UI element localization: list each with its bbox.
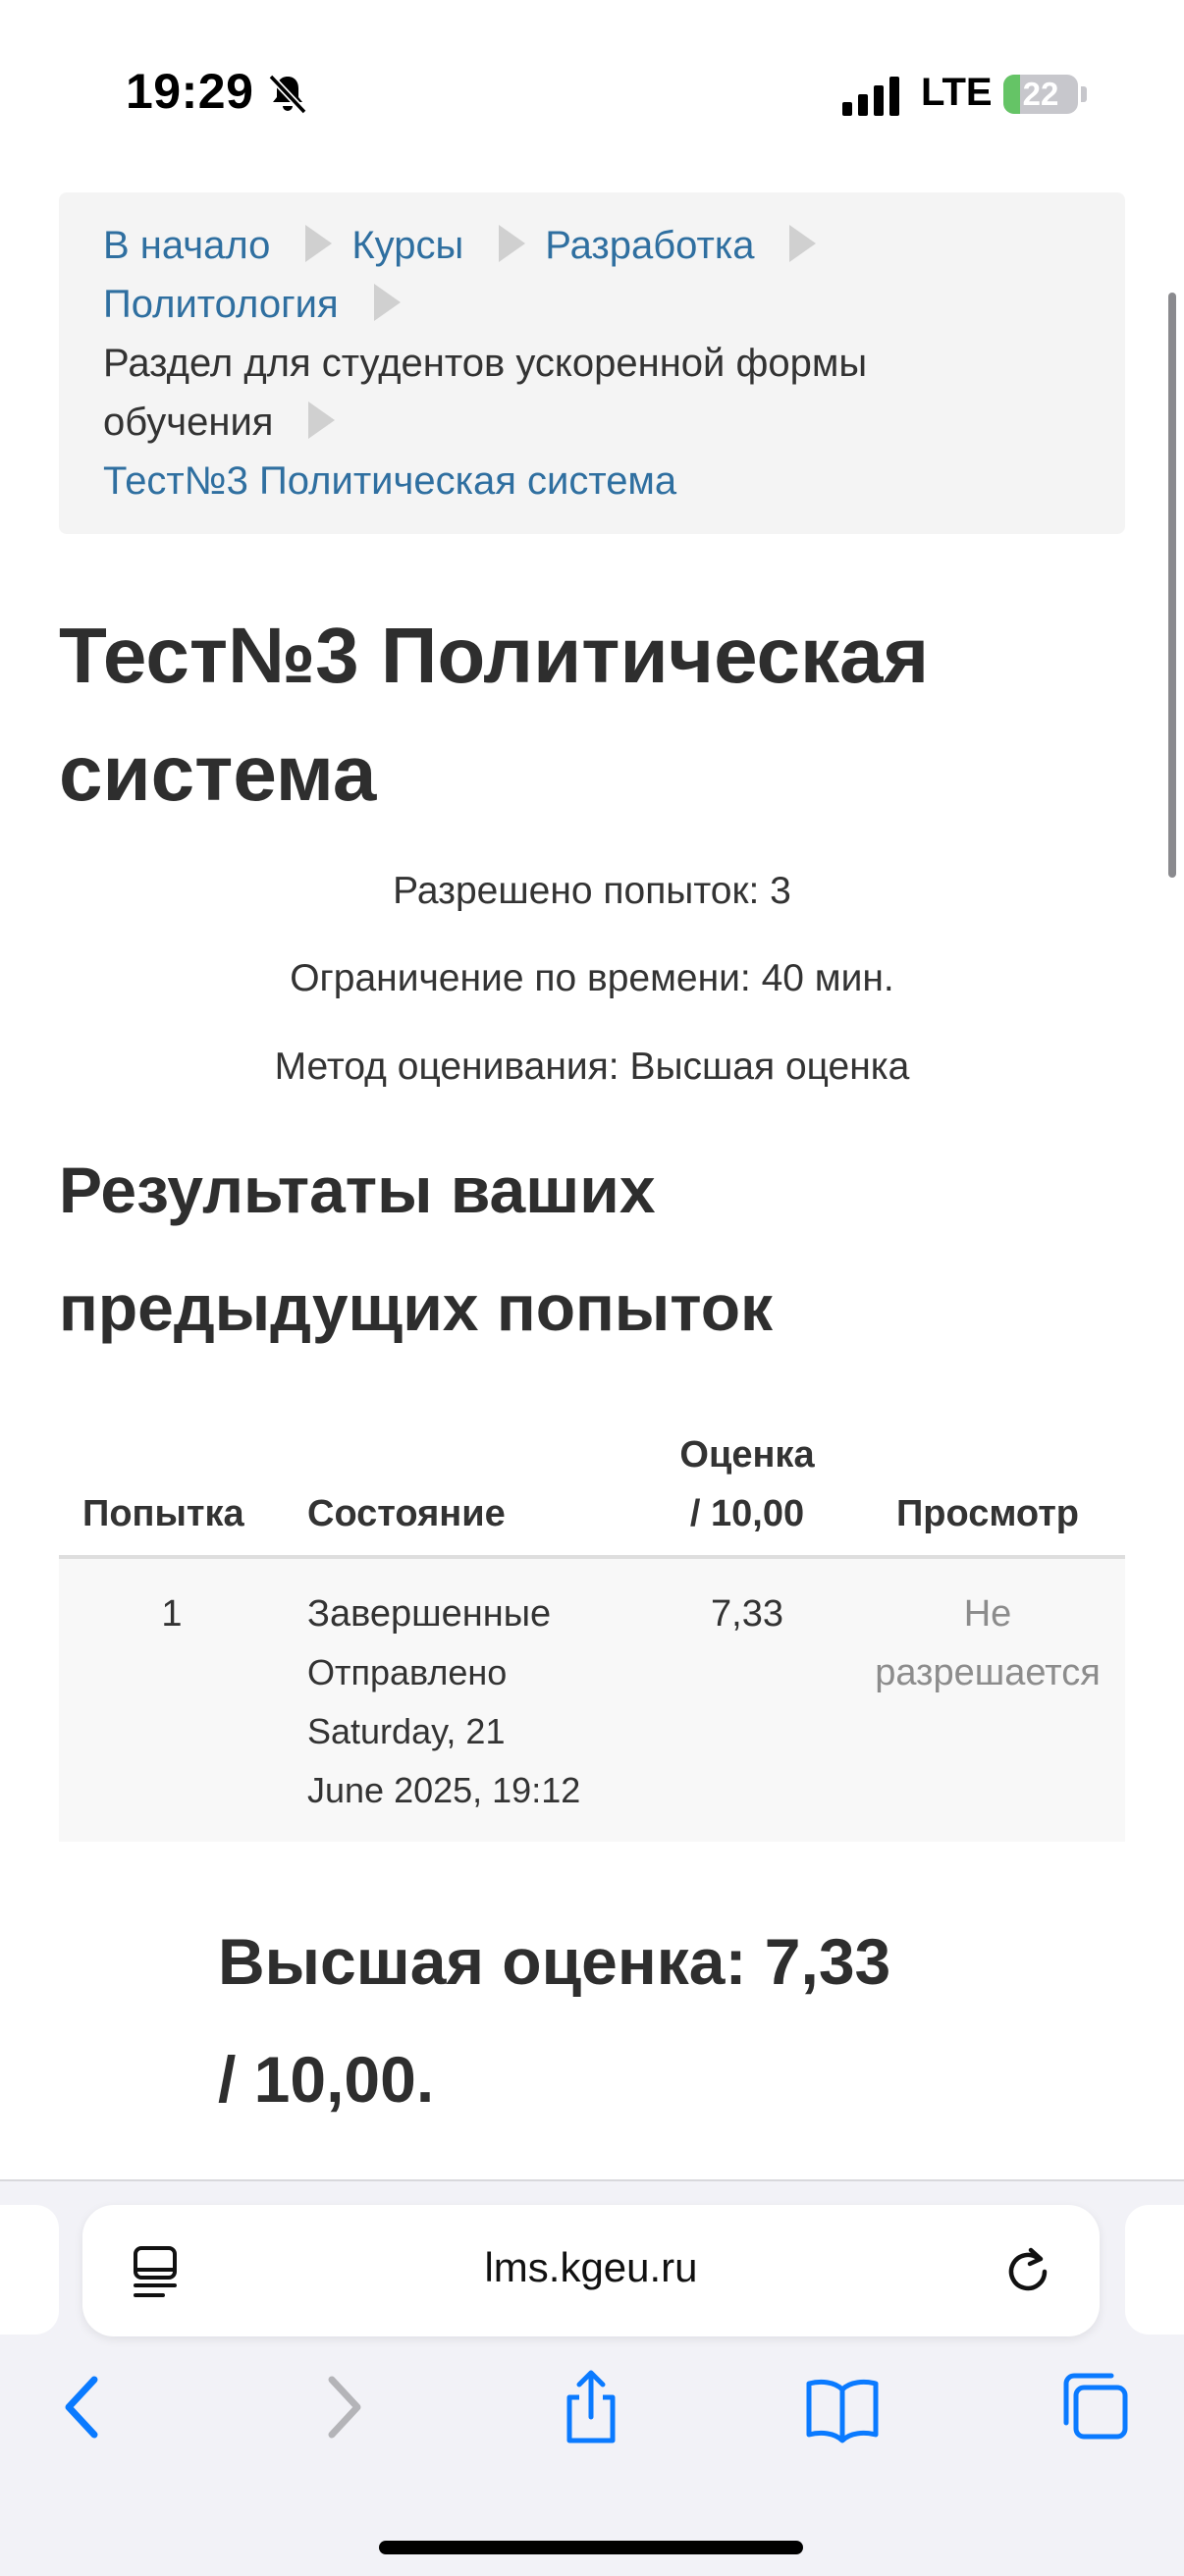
column-header-state: Состояние [307,1493,506,1534]
grading-method: Метод оценивания: Высшая оценка [274,1046,910,1088]
address-bar[interactable] [82,2205,1100,2336]
breadcrumb-current-quiz[interactable]: Тест№3 Политическая система [103,459,677,503]
bell-slash-icon [265,71,310,116]
breadcrumb-row [103,275,420,334]
attempts-allowed: Разрешено попыток: 3 [393,870,791,912]
page-title [59,597,1119,832]
results-heading [59,1131,1119,1367]
bookmarks-icon[interactable] [803,2368,882,2446]
breadcrumb-row [103,334,867,393]
breadcrumb-row [103,393,354,452]
battery-tip [1081,86,1087,102]
attempts-table [59,1414,1125,1842]
share-icon[interactable] [552,2368,630,2446]
column-header-grade-max: / 10,00 [689,1493,805,1534]
breadcrumb-courses[interactable]: Курсы [351,224,464,267]
signal-icon [842,77,901,116]
best-grade-line1: Высшая оценка: 7,33 [218,1925,891,1998]
back-icon[interactable] [45,2368,124,2446]
tabs-icon[interactable] [1056,2368,1135,2446]
cell-submitted-time: June 2025, 19:12 [307,1770,581,1810]
reload-icon[interactable] [999,2242,1056,2299]
breadcrumb-section: Раздел для студентов ускоренной формы [103,342,868,385]
breadcrumb-political-science[interactable]: Политология [103,283,339,326]
url-text[interactable]: lms.kgeu.ru [484,2244,698,2290]
breadcrumb-separator-icon [305,225,332,262]
time-limit: Ограничение по времени: 40 мин. [290,957,894,999]
cell-attempt-number: 1 [161,1593,183,1635]
forward-icon[interactable] [302,2368,381,2446]
browser-bottom-bar [0,2179,1184,2576]
battery-charging-icon [1003,75,1078,114]
best-grade [218,1903,1102,2138]
next-tab-preview[interactable] [1125,2205,1184,2334]
cell-review-line1: Не [963,1593,1012,1635]
breadcrumb-separator-icon [374,284,401,321]
breadcrumb-separator-icon [789,225,816,262]
cell-state: Завершенные [307,1593,552,1635]
best-grade-line2: / 10,00. [218,2043,435,2116]
column-header-attempt: Попытка [82,1493,244,1534]
network-type: LTE [921,71,993,114]
cell-submitted-date: Saturday, 21 [307,1711,506,1751]
breadcrumb-row [103,216,835,275]
column-header-grade: Оценка [679,1434,815,1476]
results-heading-line2: предыдущих попыток [59,1271,774,1344]
previous-tab-preview[interactable] [0,2205,59,2334]
page-title-line2: система [59,729,377,817]
results-heading-line1: Результаты ваших [59,1154,656,1226]
status-time: 19:29 [126,64,254,119]
cell-review-line2: разрешается [875,1652,1101,1693]
page-title-line1: Тест№3 Политическая [59,612,930,699]
scroll-indicator[interactable] [1168,293,1176,878]
cell-grade: 7,33 [711,1593,783,1635]
breadcrumb-home[interactable]: В начало [103,224,271,267]
status-bar [0,0,1184,187]
breadcrumb [59,192,1125,534]
breadcrumb-row [103,452,676,510]
breadcrumb-separator-icon [499,225,525,262]
cell-submitted-label: Отправлено [307,1652,508,1692]
column-header-review: Просмотр [895,1493,1080,1534]
battery-level: 22 [1022,76,1059,112]
home-indicator [379,2541,803,2554]
breadcrumb-separator-icon [308,402,335,439]
breadcrumb-section-cont: обучения [103,401,274,444]
breadcrumb-development[interactable]: Разработка [545,224,755,267]
